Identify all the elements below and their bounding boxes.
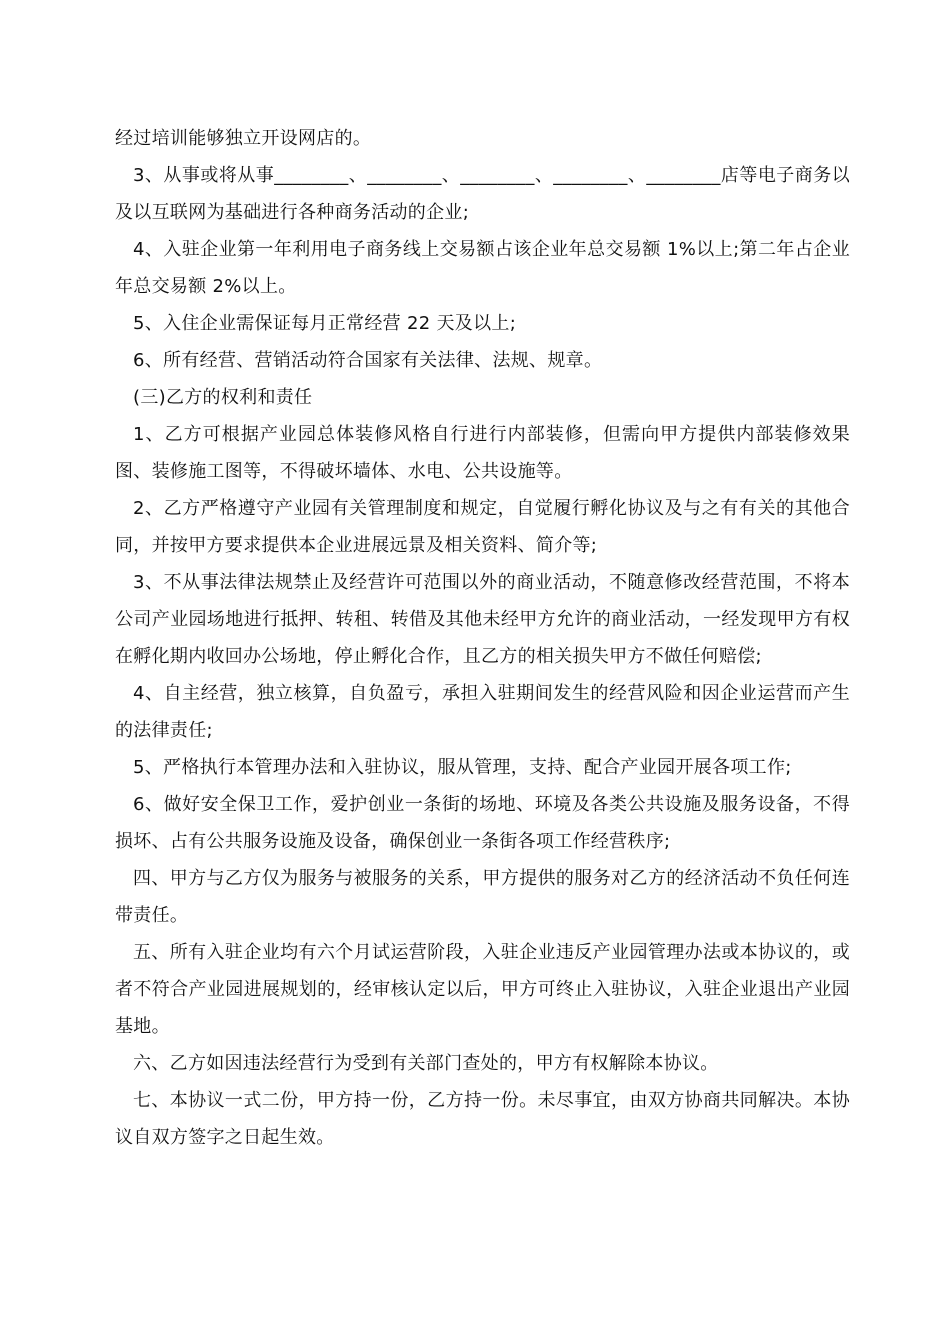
paragraph-13: 四、甲方与乙方仅为服务与被服务的关系，甲方提供的服务对乙方的经济活动不负任何连带责任。 [115, 868, 850, 926]
paragraph-12: 6、做好安全保卫工作，爱护创业一条街的场地、环境及各类公共设施及服务设备，不得损坏、占有公共服务设施及设备，确保创业一条街各项工作经营秩序; [115, 794, 850, 852]
paragraph-14: 五、所有入驻企业均有六个月试运营阶段，入驻企业违反产业园管理办法或本协议的，或者不符合产业园进展规划的，经审核认定以后，甲方可终止入驻协议，入驻企业退出产业园基地。 [115, 942, 850, 1037]
paragraph-8: 2、乙方严格遵守产业园有关管理制度和规定，自觉履行孵化协议及与之有有关的其他合同，并按甲方要求提供本企业进展远景及相关资料、简介等; [115, 498, 850, 556]
paragraph-16: 七、本协议一式二份，甲方持一份，乙方持一份。未尽事宜，由双方协商共同解决。本协议自双方签字之日起生效。 [115, 1090, 850, 1148]
paragraph-3: 4、入驻企业第一年利用电子商务线上交易额占该企业年总交易额 1%以上;第二年占企业年总交易额 2%以上。 [115, 239, 850, 297]
document-body [115, 120, 850, 1156]
paragraph-9: 3、不从事法律法规禁止及经营许可范围以外的商业活动，不随意修改经营范围，不将本公司产业园场地进行抵押、转租、转借及其他未经甲方允许的商业活动，一经发现甲方有权在孵化期内收回办公场地，停止孵化合作，且乙方的相关损失甲方不做任何赔偿; [115, 572, 850, 667]
paragraph-4: 5、入住企业需保证每月正常经营 22 天及以上; [133, 313, 517, 334]
paragraph-15: 六、乙方如因违法经营行为受到有关部门查处的，甲方有权解除本协议。 [133, 1053, 719, 1074]
paragraph-10: 4、自主经营，独立核算，自负盈亏，承担入驻期间发生的经营风险和因企业运营而产生的法律责任; [115, 683, 850, 741]
paragraph-2: 3、从事或将从事________、________、________、________、________店等电子商务以及以互联网为基础进行各种商务活动的企业; [115, 165, 850, 223]
paragraph-5: 6、所有经营、营销活动符合国家有关法律、法规、规章。 [133, 350, 603, 371]
paragraph-1: 经过培训能够独立开设网店的。 [115, 128, 372, 149]
paragraph-7: 1、乙方可根据产业园总体装修风格自行进行内部装修，但需向甲方提供内部装修效果图、装修施工图等，不得破坏墙体、水电、公共设施等。 [115, 424, 850, 482]
section-heading: (三)乙方的权利和责任 [133, 387, 313, 408]
paragraph-11: 5、严格执行本管理办法和入驻协议，服从管理，支持、配合产业园开展各项工作; [133, 757, 792, 778]
